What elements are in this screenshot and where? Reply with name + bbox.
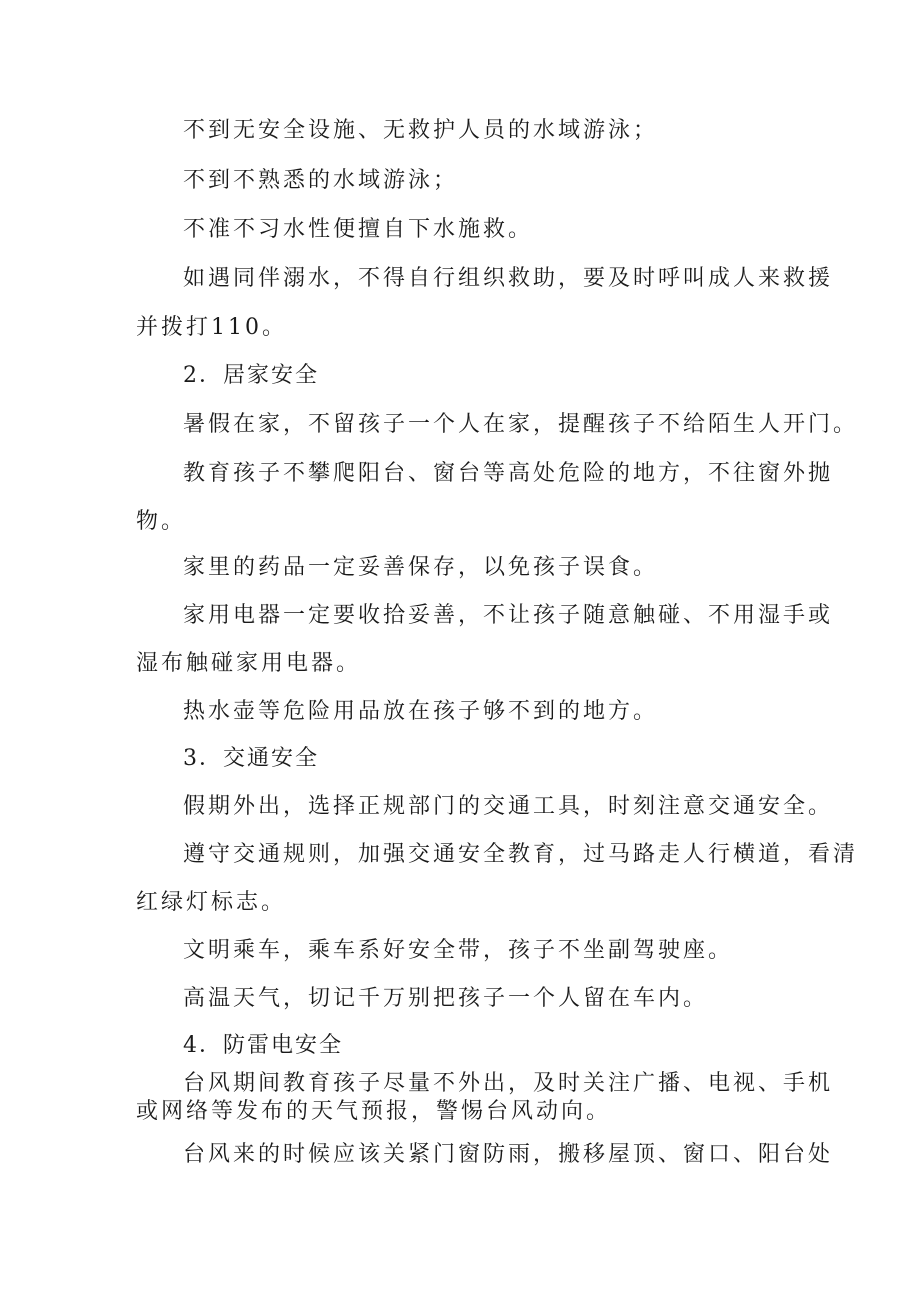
paragraph-line: 假期外出，选择正规部门的交通工具，时刻注意交通安全。: [183, 794, 834, 819]
paragraph-line: 或网络等发布的天气预报，警惕台风动向。: [136, 1099, 612, 1124]
paragraph-line: 湿布触碰家用电器。: [136, 651, 362, 676]
paragraph-line: 暑假在家，不留孩子一个人在家，提醒孩子不给陌生人开门。: [183, 412, 859, 437]
paragraph-line: 并拨打110。: [136, 315, 287, 340]
paragraph-line: 不到不熟悉的水域游泳；: [183, 168, 459, 193]
paragraph-line: 高温天气，切记千万别把孩子一个人留在车内。: [183, 986, 709, 1011]
paragraph-line: 不到无安全设施、无救护人员的水域游泳；: [183, 118, 659, 143]
paragraph-line: 教育孩子不攀爬阳台、窗台等高处危险的地方，不往窗外抛: [183, 461, 834, 486]
paragraph-line: 热水壶等危险用品放在孩子够不到的地方。: [183, 699, 659, 724]
paragraph-line: 如遇同伴溺水，不得自行组织救助，要及时呼叫成人来救援: [183, 266, 834, 291]
paragraph-line: 台风来的时候应该关紧门窗防雨，搬移屋顶、窗口、阳台处: [183, 1142, 834, 1167]
paragraph-line: 遵守交通规则，加强交通安全教育，过马路走人行横道，看清: [183, 842, 859, 867]
paragraph-line: 红绿灯标志。: [136, 890, 287, 915]
paragraph-line: 台风期间教育孩子尽量不外出，及时关注广播、电视、手机: [183, 1071, 834, 1096]
paragraph-line: 不准不习水性便擅自下水施救。: [183, 217, 534, 242]
section-heading: 2．居家安全: [183, 363, 319, 388]
paragraph-line: 家用电器一定要收拾妥善，不让孩子随意触碰、不用湿手或: [183, 603, 834, 628]
section-heading: 3．交通安全: [183, 746, 319, 771]
paragraph-line: 家里的药品一定妥善保存，以免孩子误食。: [183, 555, 659, 580]
paragraph-line: 文明乘车，乘车系好安全带，孩子不坐副驾驶座。: [183, 938, 734, 963]
paragraph-line: 物。: [136, 509, 187, 534]
section-heading: 4．防雷电安全: [183, 1033, 343, 1058]
